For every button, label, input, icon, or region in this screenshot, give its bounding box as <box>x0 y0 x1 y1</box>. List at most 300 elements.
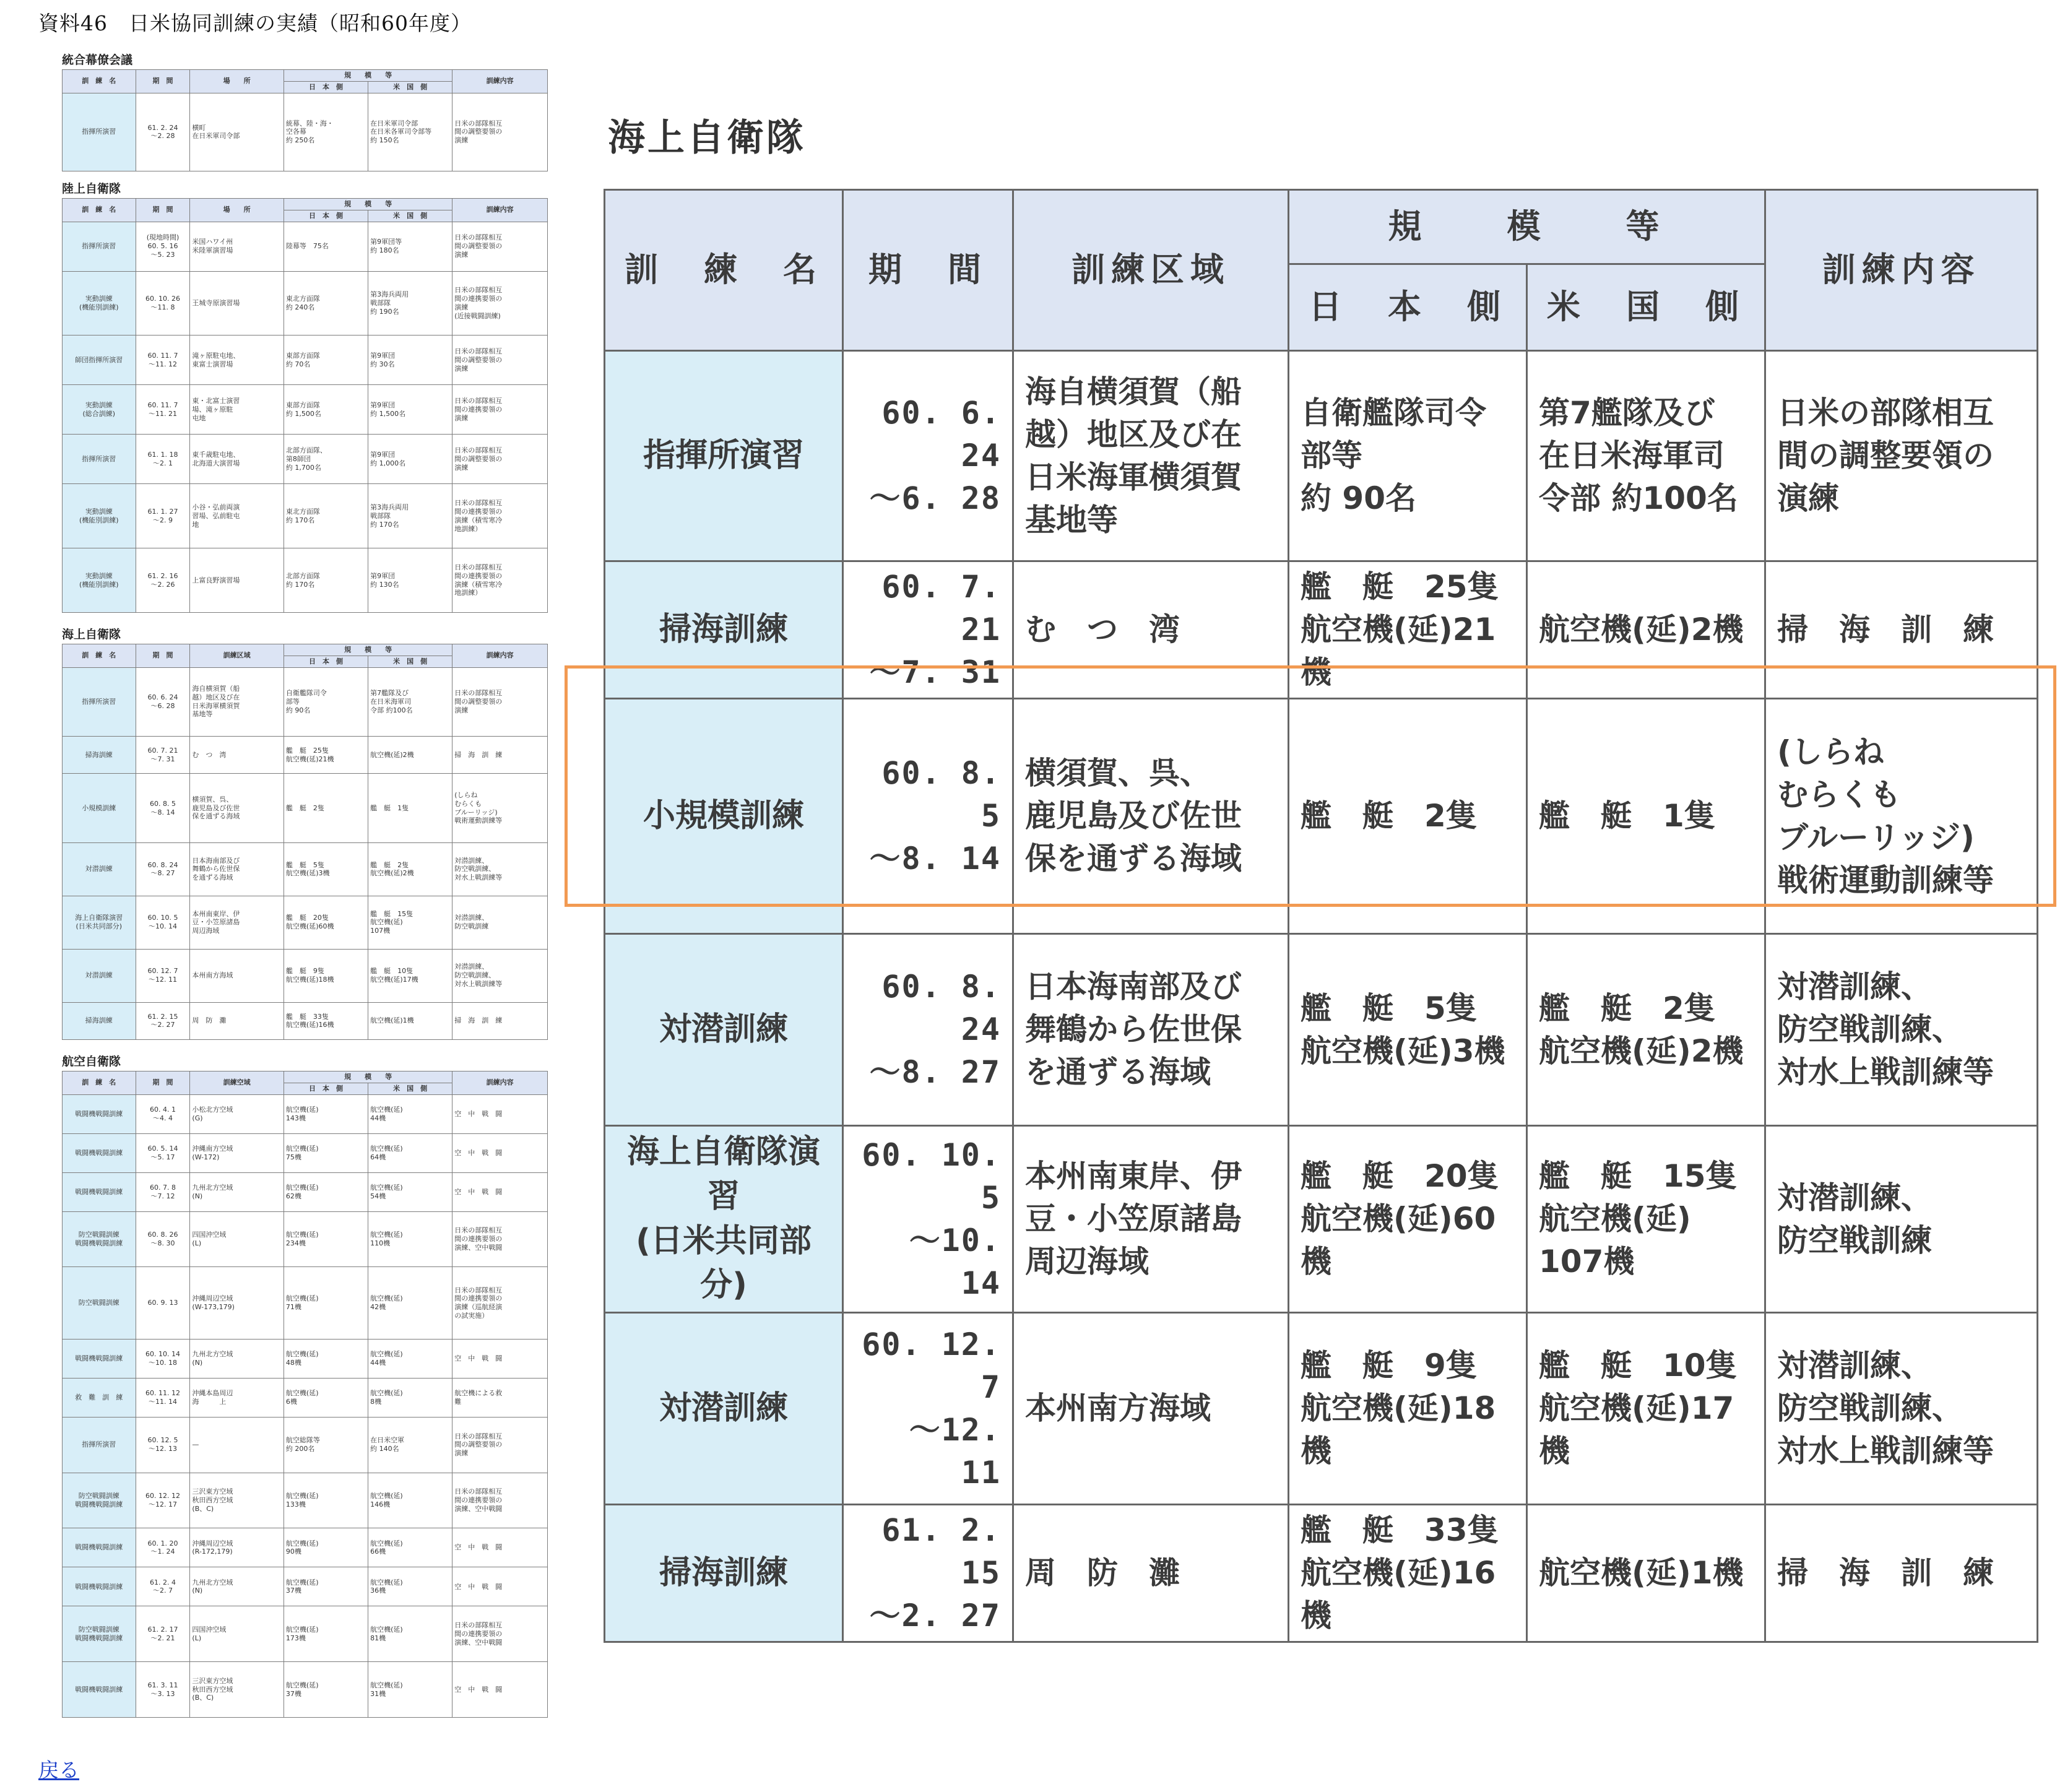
table-row <box>63 1567 548 1606</box>
zoom-cell-us-line: 艦 艇 1隻 <box>1539 798 1715 834</box>
zoom-cell-content <box>1765 1313 2038 1505</box>
mini-cell-us: 艦 艇 15隻 航空機(延) 107機 <box>368 896 452 949</box>
mini-cell-period: 60. 10. 14 ～10. 18 <box>136 1339 190 1378</box>
mini-cell-name: 掃海訓練 <box>63 1002 136 1039</box>
zoom-cell-name: 小規模訓練 <box>605 699 843 934</box>
zoom-cell-content-line: 防空戦訓練 <box>1777 1222 1932 1258</box>
zoom-cell-period-line: ～7. 31 <box>869 654 1001 690</box>
mini-cell-period: 61. 3. 11 ～3. 13 <box>136 1662 190 1718</box>
zoom-cell-period-line: ～12. 11 <box>909 1411 1001 1491</box>
zoom-header-japan: 日 本 側 <box>1289 264 1527 351</box>
table-row <box>63 842 548 896</box>
mini-cell-period: 60. 10. 26 ～11. 8 <box>136 271 190 335</box>
mini-cell-place: 九州北方空域 (N) <box>190 1567 284 1606</box>
zoom-cell-us-line: 航空機(延)17機 <box>1539 1390 1734 1469</box>
zoom-cell-period <box>843 699 1013 934</box>
zoom-cell-period-line: 60. 6. 24 <box>881 395 1001 474</box>
mini-cell-content: 対潜訓練、 防空戦訓練、 対水上戦訓練等 <box>452 949 548 1002</box>
mini-header-content: 訓練内容 <box>452 644 548 668</box>
mini-cell-jp: 航空機(延) 6機 <box>284 1378 368 1417</box>
zoom-cell-content-line: 掃 海 訓 練 <box>1777 612 1994 647</box>
mini-cell-jp: 航空機(延) 37機 <box>284 1567 368 1606</box>
mini-cell-content: 空 中 戦 闘 <box>452 1339 548 1378</box>
table-row <box>63 667 548 736</box>
zoom-cell-japan-line: 航空機(延)21機 <box>1301 612 1496 690</box>
zoom-cell-area <box>1013 699 1289 934</box>
table-row <box>63 93 548 171</box>
zoom-table-wrapper <box>604 189 2037 1634</box>
mini-cell-content: 航空機による救 難 <box>452 1378 548 1417</box>
mini-header-period: 期 間 <box>136 644 190 668</box>
zoom-header-content: 訓練内容 <box>1765 190 2038 351</box>
mini-section <box>62 51 548 171</box>
mini-cell-us: 航空機(延) 31機 <box>368 1662 452 1718</box>
mini-cell-name: 防空戦闘訓練 <box>63 1267 136 1339</box>
mini-cell-jp: 航空機(延) 173機 <box>284 1606 368 1662</box>
mini-cell-jp: 東北方面隊 約 240名 <box>284 271 368 335</box>
zoom-cell-name: 対潜訓練 <box>605 934 843 1126</box>
table-row <box>63 1473 548 1528</box>
zoom-cell-us <box>1527 561 1765 699</box>
mini-cell-content: 空 中 戦 闘 <box>452 1528 548 1567</box>
mini-cell-us: 第7艦隊及び 在日米海軍司 令部 約100名 <box>368 667 452 736</box>
mini-cell-place: 小松北方空域 (G) <box>190 1094 284 1133</box>
zoom-cell-area <box>1013 351 1289 561</box>
zoom-cell-content-line: むらくも <box>1777 776 1901 813</box>
mini-cell-period: 60. 5. 14 ～5. 17 <box>136 1133 190 1172</box>
mini-cell-content: 空 中 戦 闘 <box>452 1567 548 1606</box>
zoom-row <box>605 699 2038 934</box>
mini-cell-period: 61. 2. 15 ～2. 27 <box>136 1002 190 1039</box>
zoom-header-period: 期 間 <box>843 190 1013 351</box>
mini-cell-name: 指揮所演習 <box>63 435 136 484</box>
mini-cell-period: 61. 2. 24 ～2. 28 <box>136 93 190 171</box>
table-row <box>63 1094 548 1133</box>
zoom-cell-japan-line: 航空機(延)3機 <box>1301 1032 1505 1069</box>
zoom-cell-area-line: 本州南方海域 <box>1025 1390 1211 1426</box>
mini-header-place: 場 所 <box>190 70 284 93</box>
mini-cell-jp: 航空総隊等 約 200名 <box>284 1417 368 1473</box>
table-row <box>63 484 548 548</box>
table-row <box>63 435 548 484</box>
zoom-cell-name: 指揮所演習 <box>605 351 843 561</box>
mini-section <box>62 1052 548 1718</box>
table-row <box>63 1172 548 1211</box>
mini-header-name: 訓 練 名 <box>63 1071 136 1095</box>
mini-cell-content: 空 中 戦 闘 <box>452 1172 548 1211</box>
mini-header-japan: 日 本 側 <box>284 210 368 222</box>
mini-cell-name: 指揮所演習 <box>63 667 136 736</box>
mini-header-period: 期 間 <box>136 1071 190 1095</box>
zoom-cell-us-line: 航空機(延) <box>1539 1201 1691 1237</box>
zoom-row <box>605 934 2038 1126</box>
mini-cell-jp: 北部方面隊 約 170名 <box>284 548 368 613</box>
mini-cell-content: 掃 海 訓 練 <box>452 1002 548 1039</box>
zoom-cell-period <box>843 934 1013 1126</box>
mini-cell-name: 戦闘機戦闘訓練 <box>63 1567 136 1606</box>
mini-cell-jp: 航空機(延) 90機 <box>284 1528 368 1567</box>
zoom-cell-content-line: 対水上戦訓練等 <box>1777 1054 1994 1090</box>
zoom-cell-content <box>1765 934 2038 1126</box>
mini-cell-jp: 航空機(延) 133機 <box>284 1473 368 1528</box>
zoom-cell-us-line: 107機 <box>1539 1244 1635 1279</box>
mini-cell-jp: 航空機(延) 37機 <box>284 1662 368 1718</box>
mini-cell-name: 戦闘機戦闘訓練 <box>63 1094 136 1133</box>
mini-cell-us: 航空機(延) 44機 <box>368 1094 452 1133</box>
zoom-cell-area-line: 日米海軍横須賀 <box>1025 459 1242 495</box>
mini-header-scale: 規 模 等 <box>284 199 452 210</box>
zoom-heading: 海上自衛隊 <box>608 116 806 160</box>
mini-cell-us: 航空機(延) 146機 <box>368 1473 452 1528</box>
table-row <box>63 1002 548 1039</box>
mini-cell-name: 救 難 訓 練 <box>63 1378 136 1417</box>
mini-cell-jp: 北部方面隊、 第8師団 約 1,700名 <box>284 435 368 484</box>
zoom-cell-us-line: 艦 艇 2隻 <box>1539 990 1715 1026</box>
mini-cell-place: 沖縄周辺空域 (R-172,179) <box>190 1528 284 1567</box>
mini-cell-period: 60. 8. 24 ～8. 27 <box>136 842 190 896</box>
mini-table <box>62 198 548 613</box>
zoom-cell-japan <box>1289 934 1527 1126</box>
mini-cell-place: 横町 在日米軍司令部 <box>190 93 284 171</box>
zoom-cell-period-line: 60. 12. 7 <box>862 1326 1001 1405</box>
mini-cell-period: 60. 8. 5 ～8. 14 <box>136 774 190 842</box>
mini-cell-us: 第9軍団 約 1,000名 <box>368 435 452 484</box>
zoom-cell-area-line: 周辺海域 <box>1025 1244 1149 1279</box>
mini-cell-name: 戦闘機戦闘訓練 <box>63 1133 136 1172</box>
mini-cell-content: 日米の部隊相互 間の連携要領の 演練（積雪寒冷 地訓練） <box>452 548 548 613</box>
mini-header-japan: 日 本 側 <box>284 656 368 667</box>
zoom-cell-period-line: ～2. 27 <box>869 1598 1001 1634</box>
mini-cell-jp: 艦 艇 20隻 航空機(延)60機 <box>284 896 368 949</box>
mini-cell-us: 航空機(延) 8機 <box>368 1378 452 1417</box>
mini-cell-name: 戦闘機戦闘訓練 <box>63 1339 136 1378</box>
zoom-cell-period <box>843 1126 1013 1313</box>
mini-cell-place: 沖縄本島周辺 海 上 <box>190 1378 284 1417</box>
zoom-cell-period-line: 60. 7. 21 <box>881 569 1001 647</box>
zoom-cell-content <box>1765 351 2038 561</box>
table-row <box>63 1211 548 1267</box>
mini-cell-us: 航空機(延) 54機 <box>368 1172 452 1211</box>
zoom-cell-japan-line: 自衛艦隊司令 <box>1301 395 1486 431</box>
mini-cell-place: 沖縄南方空域 (W-172) <box>190 1133 284 1172</box>
zoom-row <box>605 1505 2038 1642</box>
zoom-cell-us <box>1527 351 1765 561</box>
mini-header-content: 訓練内容 <box>452 70 548 93</box>
mini-cell-place: 三沢東方空域 秋田西方空域 (B、C) <box>190 1473 284 1528</box>
mini-cell-jp: 艦 艇 25隻 航空機(延)21機 <box>284 736 368 773</box>
zoom-cell-content-line: 演練 <box>1777 480 1839 516</box>
page-title: 資料46 日米協同訓練の実績（昭和60年度） <box>38 11 472 35</box>
mini-section <box>62 625 548 1040</box>
zoom-cell-us-line: 航空機(延)2機 <box>1539 612 1744 647</box>
mini-cell-content: 日米の部隊相互 間の連携要領の 演練 (近接戦闘訓練) <box>452 271 548 335</box>
zoom-cell-japan-line: 航空機(延)60機 <box>1301 1201 1496 1279</box>
zoom-cell-content-line: 日米の部隊相互 <box>1777 395 1994 431</box>
table-row <box>63 385 548 435</box>
table-row <box>63 335 548 385</box>
mini-cell-name: 戦闘機戦闘訓練 <box>63 1528 136 1567</box>
zoom-cell-period <box>843 561 1013 699</box>
zoom-row <box>605 1313 2038 1505</box>
mini-cell-place: 沖縄周辺空域 (W-173,179) <box>190 1267 284 1339</box>
zoom-cell-period-line: 60. 8. 5 <box>881 755 1001 834</box>
mini-cell-us: 航空機(延)2機 <box>368 736 452 773</box>
zoom-cell-content-line: (しらね <box>1777 734 1884 770</box>
mini-cell-period: 61. 2. 17 ～2. 21 <box>136 1606 190 1662</box>
mini-cell-place: 日本海南部及び 舞鶴から佐世保 を通ずる海域 <box>190 842 284 896</box>
zoom-table <box>604 189 2038 1643</box>
mini-cell-content: 日米の部隊相互 間の連携要領の 演練、空中戦闘 <box>452 1473 548 1528</box>
mini-cell-period: 61. 2. 16 ～2. 26 <box>136 548 190 613</box>
mini-header-scale: 規 模 等 <box>284 1071 452 1083</box>
zoom-cell-content-line: 対水上戦訓練等 <box>1777 1433 1994 1469</box>
mini-cell-content: 日米の部隊相互 間の連携要領の 演練 <box>452 385 548 435</box>
mini-cell-jp: 陸幕等 75名 <box>284 222 368 271</box>
zoom-cell-us-line: 令部 約100名 <box>1539 480 1738 516</box>
zoom-cell-japan <box>1289 561 1527 699</box>
mini-cell-place: 海自横須賀（船 越）地区及び在 日米海軍横須賀 基地等 <box>190 667 284 736</box>
mini-section-title: 統合幕僚会議 <box>62 53 133 67</box>
mini-header-place: 訓練区域 <box>190 644 284 668</box>
mini-cell-us: 艦 艇 2隻 航空機(延)2機 <box>368 842 452 896</box>
mini-cell-name: 実動訓練 (総合訓練) <box>63 385 136 435</box>
mini-cell-name: 指揮所演習 <box>63 1417 136 1473</box>
mini-header-scale: 規 模 等 <box>284 70 452 82</box>
mini-cell-us: 第9軍団 約 30名 <box>368 335 452 385</box>
mini-cell-us: 第3海兵両用 戦部隊 約 170名 <box>368 484 452 548</box>
zoom-row <box>605 561 2038 699</box>
mini-cell-us: 航空機(延) 36機 <box>368 1567 452 1606</box>
mini-section-title: 陸上自衛隊 <box>62 182 121 196</box>
table-row <box>63 1339 548 1378</box>
zoom-cell-japan-line: 艦 艇 2隻 <box>1301 798 1477 834</box>
zoom-cell-area-line: 日本海南部及び <box>1025 969 1242 1005</box>
table-row <box>63 222 548 271</box>
mini-cell-jp: 東部方面隊 約 70名 <box>284 335 368 385</box>
zoom-cell-area-line: 本州南東岸、伊 <box>1025 1158 1242 1194</box>
zoom-cell-area <box>1013 561 1289 699</box>
mini-cell-jp: 艦 艇 2隻 <box>284 774 368 842</box>
zoom-cell-name: 掃海訓練 <box>605 1505 843 1642</box>
zoom-cell-us <box>1527 699 1765 934</box>
mini-section <box>62 180 548 613</box>
zoom-cell-period-line: ～10. 14 <box>909 1222 1001 1301</box>
mini-cell-period: 61. 1. 27 ～2. 9 <box>136 484 190 548</box>
mini-cell-name: 実動訓練 (機能別訓練) <box>63 548 136 613</box>
mini-cell-name: 防空戦闘訓練 戦闘機戦闘訓練 <box>63 1473 136 1528</box>
table-row <box>63 1267 548 1339</box>
zoom-cell-name: 海上自衛隊演習 (日米共同部分) <box>605 1126 843 1313</box>
mini-header-content: 訓練内容 <box>452 1071 548 1095</box>
table-row <box>63 1133 548 1172</box>
back-link[interactable]: 戻る <box>38 1758 79 1782</box>
mini-cell-us: 航空機(延)1機 <box>368 1002 452 1039</box>
mini-cell-content: 日米の部隊相互 間の連携要領の 演練、空中戦闘 <box>452 1211 548 1267</box>
mini-cell-period: 60. 6. 24 ～6. 28 <box>136 667 190 736</box>
zoom-cell-area-line: 基地等 <box>1025 501 1118 538</box>
mini-header-place: 訓練空域 <box>190 1071 284 1095</box>
table-row <box>63 736 548 773</box>
mini-cell-place: 横須賀、呉、 鹿児島及び佐世 保を通ずる海域 <box>190 774 284 842</box>
zoom-cell-period <box>843 1313 1013 1505</box>
mini-cell-period: 60. 11. 7 ～11. 12 <box>136 335 190 385</box>
mini-cell-period: 60. 10. 5 ～10. 14 <box>136 896 190 949</box>
zoom-cell-us-line: 航空機(延)1機 <box>1539 1555 1744 1591</box>
mini-header-name: 訓 練 名 <box>63 70 136 93</box>
mini-cell-period: 60. 12. 12 ～12. 17 <box>136 1473 190 1528</box>
mini-cell-us: 第9軍団 約 1,500名 <box>368 385 452 435</box>
mini-header-name: 訓 練 名 <box>63 644 136 668</box>
mini-cell-us: 艦 艇 10隻 航空機(延)17機 <box>368 949 452 1002</box>
mini-cell-period: 61. 2. 4 ～2. 7 <box>136 1567 190 1606</box>
mini-cell-content: 日米の部隊相互 間の調整要領の 演練 <box>452 222 548 271</box>
mini-cell-place: 米国ハワイ州 米陸軍演習場 <box>190 222 284 271</box>
zoom-header-scale: 規 模 等 <box>1289 190 1765 264</box>
mini-header-scale: 規 模 等 <box>284 644 452 656</box>
mini-cell-place: 上富良野演習場 <box>190 548 284 613</box>
mini-cell-name: 掃海訓練 <box>63 736 136 773</box>
mini-cell-jp: 航空機(延) 48機 <box>284 1339 368 1378</box>
zoom-cell-period-line: ～8. 27 <box>869 1054 1001 1090</box>
mini-cell-name: 海上自衛隊演習 (日米共同部分) <box>63 896 136 949</box>
mini-cell-name: 対潜訓練 <box>63 949 136 1002</box>
mini-cell-jp: 航空機(延) 75機 <box>284 1133 368 1172</box>
mini-cell-period: 60. 4. 1 ～4. 4 <box>136 1094 190 1133</box>
zoom-cell-japan-line: 艦 艇 25隻 <box>1301 569 1499 605</box>
zoom-cell-japan-line: 航空機(延)16機 <box>1301 1555 1496 1634</box>
zoom-cell-content-line: 対潜訓練、 <box>1777 1179 1932 1216</box>
zoom-cell-japan <box>1289 351 1527 561</box>
mini-cell-content: 対潜訓練、 防空戦訓練 <box>452 896 548 949</box>
zoom-cell-area <box>1013 934 1289 1126</box>
mini-cell-content: 日米の部隊相互 間の連携要領の 演練（積雪寒冷 地訓練） <box>452 484 548 548</box>
zoom-cell-japan-line: 艦 艇 9隻 <box>1301 1348 1477 1383</box>
mini-cell-content: 空 中 戦 闘 <box>452 1662 548 1718</box>
zoom-cell-us <box>1527 1126 1765 1313</box>
zoom-cell-us-line: 第7艦隊及び <box>1539 395 1715 431</box>
zoom-cell-period-line: 60. 10. 5 <box>862 1136 1001 1216</box>
zoom-cell-japan-line: 約 90名 <box>1301 480 1416 516</box>
mini-header-content: 訓練内容 <box>452 199 548 222</box>
zoom-header-area: 訓練区域 <box>1013 190 1289 351</box>
mini-cell-content: 空 中 戦 闘 <box>452 1094 548 1133</box>
zoom-cell-us <box>1527 1313 1765 1505</box>
table-row <box>63 1417 548 1473</box>
mini-cell-us: 第3海兵両用 戦部隊 約 190名 <box>368 271 452 335</box>
mini-cell-jp: 艦 艇 9隻 航空機(延)18機 <box>284 949 368 1002</box>
mini-cell-place: む つ 湾 <box>190 736 284 773</box>
zoom-cell-japan <box>1289 1313 1527 1505</box>
mini-cell-place: 九州北方空域 (N) <box>190 1339 284 1378</box>
zoom-cell-japan-line: 部等 <box>1301 438 1362 474</box>
mini-table <box>62 644 548 1040</box>
zoom-cell-us-line: 在日米海軍司 <box>1539 438 1725 474</box>
zoom-cell-us-line: 艦 艇 10隻 <box>1539 1348 1737 1383</box>
mini-cell-period: 60. 1. 20 ～1. 24 <box>136 1528 190 1567</box>
mini-cell-place: 三沢東方空域 秋田西方空域 (B、C) <box>190 1662 284 1718</box>
zoom-cell-area-line: 周 防 灘 <box>1025 1555 1180 1591</box>
mini-cell-name: 対潜訓練 <box>63 842 136 896</box>
mini-cell-period: 61. 1. 18 ～2. 1 <box>136 435 190 484</box>
mini-cell-name: 師団指揮所演習 <box>63 335 136 385</box>
mini-cell-name: 戦闘機戦闘訓練 <box>63 1172 136 1211</box>
table-row <box>63 949 548 1002</box>
mini-cell-us: 第9軍団 約 130名 <box>368 548 452 613</box>
zoom-cell-period-line: 61. 2. 15 <box>881 1512 1001 1591</box>
mini-cell-place: 東千歳駐屯地、 北海道大演習場 <box>190 435 284 484</box>
zoom-cell-area-line: 豆・小笠原諸島 <box>1025 1201 1242 1237</box>
mini-cell-us: 航空機(延) 81機 <box>368 1606 452 1662</box>
mini-cell-period: 60. 12. 7 ～12. 11 <box>136 949 190 1002</box>
zoom-cell-area-line: む つ 湾 <box>1025 612 1180 647</box>
mini-header-japan: 日 本 側 <box>284 81 368 93</box>
zoom-cell-content-line: 間の調整要領の <box>1777 438 1994 474</box>
zoom-cell-area <box>1013 1313 1289 1505</box>
mini-cell-jp: 艦 艇 5隻 航空機(延)3機 <box>284 842 368 896</box>
mini-cell-us: 第9軍団等 約 180名 <box>368 222 452 271</box>
table-row <box>63 548 548 613</box>
mini-cell-period: 60. 12. 5 ～12. 13 <box>136 1417 190 1473</box>
zoom-row <box>605 1126 2038 1313</box>
mini-cell-name: 実動訓練 (機能別訓練) <box>63 484 136 548</box>
mini-cell-period: 60. 7. 8 ～7. 12 <box>136 1172 190 1211</box>
table-row <box>63 1378 548 1417</box>
mini-header-us: 米 国 側 <box>368 210 452 222</box>
mini-cell-place: 四国沖空域 (L) <box>190 1211 284 1267</box>
table-row <box>63 271 548 335</box>
zoom-cell-area-line: 保を通ずる海域 <box>1025 841 1242 877</box>
zoom-cell-area-line: 越）地区及び在 <box>1025 416 1242 452</box>
mini-table <box>62 1071 548 1718</box>
mini-cell-content: 日米の部隊相互 間の連携要領の 演練（巡航経演 の試実施） <box>452 1267 548 1339</box>
mini-header-japan: 日 本 側 <box>284 1083 368 1094</box>
mini-cell-place: — <box>190 1417 284 1473</box>
mini-cell-content: 空 中 戦 闘 <box>452 1133 548 1172</box>
mini-cell-name: 小規模訓練 <box>63 774 136 842</box>
mini-cell-us: 航空機(延) 44機 <box>368 1339 452 1378</box>
mini-cell-name: 指揮所演習 <box>63 222 136 271</box>
zoom-cell-content-line: 防空戦訓練、 <box>1777 1011 1963 1047</box>
table-row <box>63 1662 548 1718</box>
mini-cell-jp: 航空機(延) 234機 <box>284 1211 368 1267</box>
zoom-cell-content-line: 防空戦訓練、 <box>1777 1390 1963 1426</box>
mini-cell-jp: 東北方面隊 約 170名 <box>284 484 368 548</box>
mini-cell-jp: 航空機(延) 143機 <box>284 1094 368 1133</box>
mini-cell-jp: 航空機(延) 71機 <box>284 1267 368 1339</box>
zoom-cell-us-line: 航空機(延)2機 <box>1539 1032 1744 1069</box>
zoom-cell-japan-line: 艦 艇 20隻 <box>1301 1158 1499 1194</box>
mini-cell-content: 対潜訓練、 防空戦訓練、 対水上戦訓練等 <box>452 842 548 896</box>
mini-cell-content: 日米の部隊相互 間の調整要領の 演練 <box>452 435 548 484</box>
table-row <box>63 1528 548 1567</box>
zoom-cell-us-line: 艦 艇 15隻 <box>1539 1158 1737 1194</box>
zoom-cell-period <box>843 1505 1013 1642</box>
zoom-cell-content <box>1765 1126 2038 1313</box>
zoom-cell-content <box>1765 699 2038 934</box>
mini-cell-us: 艦 艇 1隻 <box>368 774 452 842</box>
zoom-cell-area-line: 横須賀、呉、 <box>1025 755 1211 791</box>
mini-cell-jp: 航空機(延) 62機 <box>284 1172 368 1211</box>
mini-header-us: 米 国 側 <box>368 81 452 93</box>
mini-cell-period: 60. 9. 13 <box>136 1267 190 1339</box>
mini-cell-jp: 統幕、陸・海・ 空各幕 約 250名 <box>284 93 368 171</box>
mini-cell-us: 航空機(延) 110機 <box>368 1211 452 1267</box>
mini-cell-period: 60. 8. 26 ～8. 30 <box>136 1211 190 1267</box>
mini-cell-name: 指揮所演習 <box>63 93 136 171</box>
mini-section-title: 航空自衛隊 <box>62 1055 121 1068</box>
mini-cell-content: (しらね むらくも ブルーリッジ) 戦術運動訓練等 <box>452 774 548 842</box>
mini-header-us: 米 国 側 <box>368 656 452 667</box>
